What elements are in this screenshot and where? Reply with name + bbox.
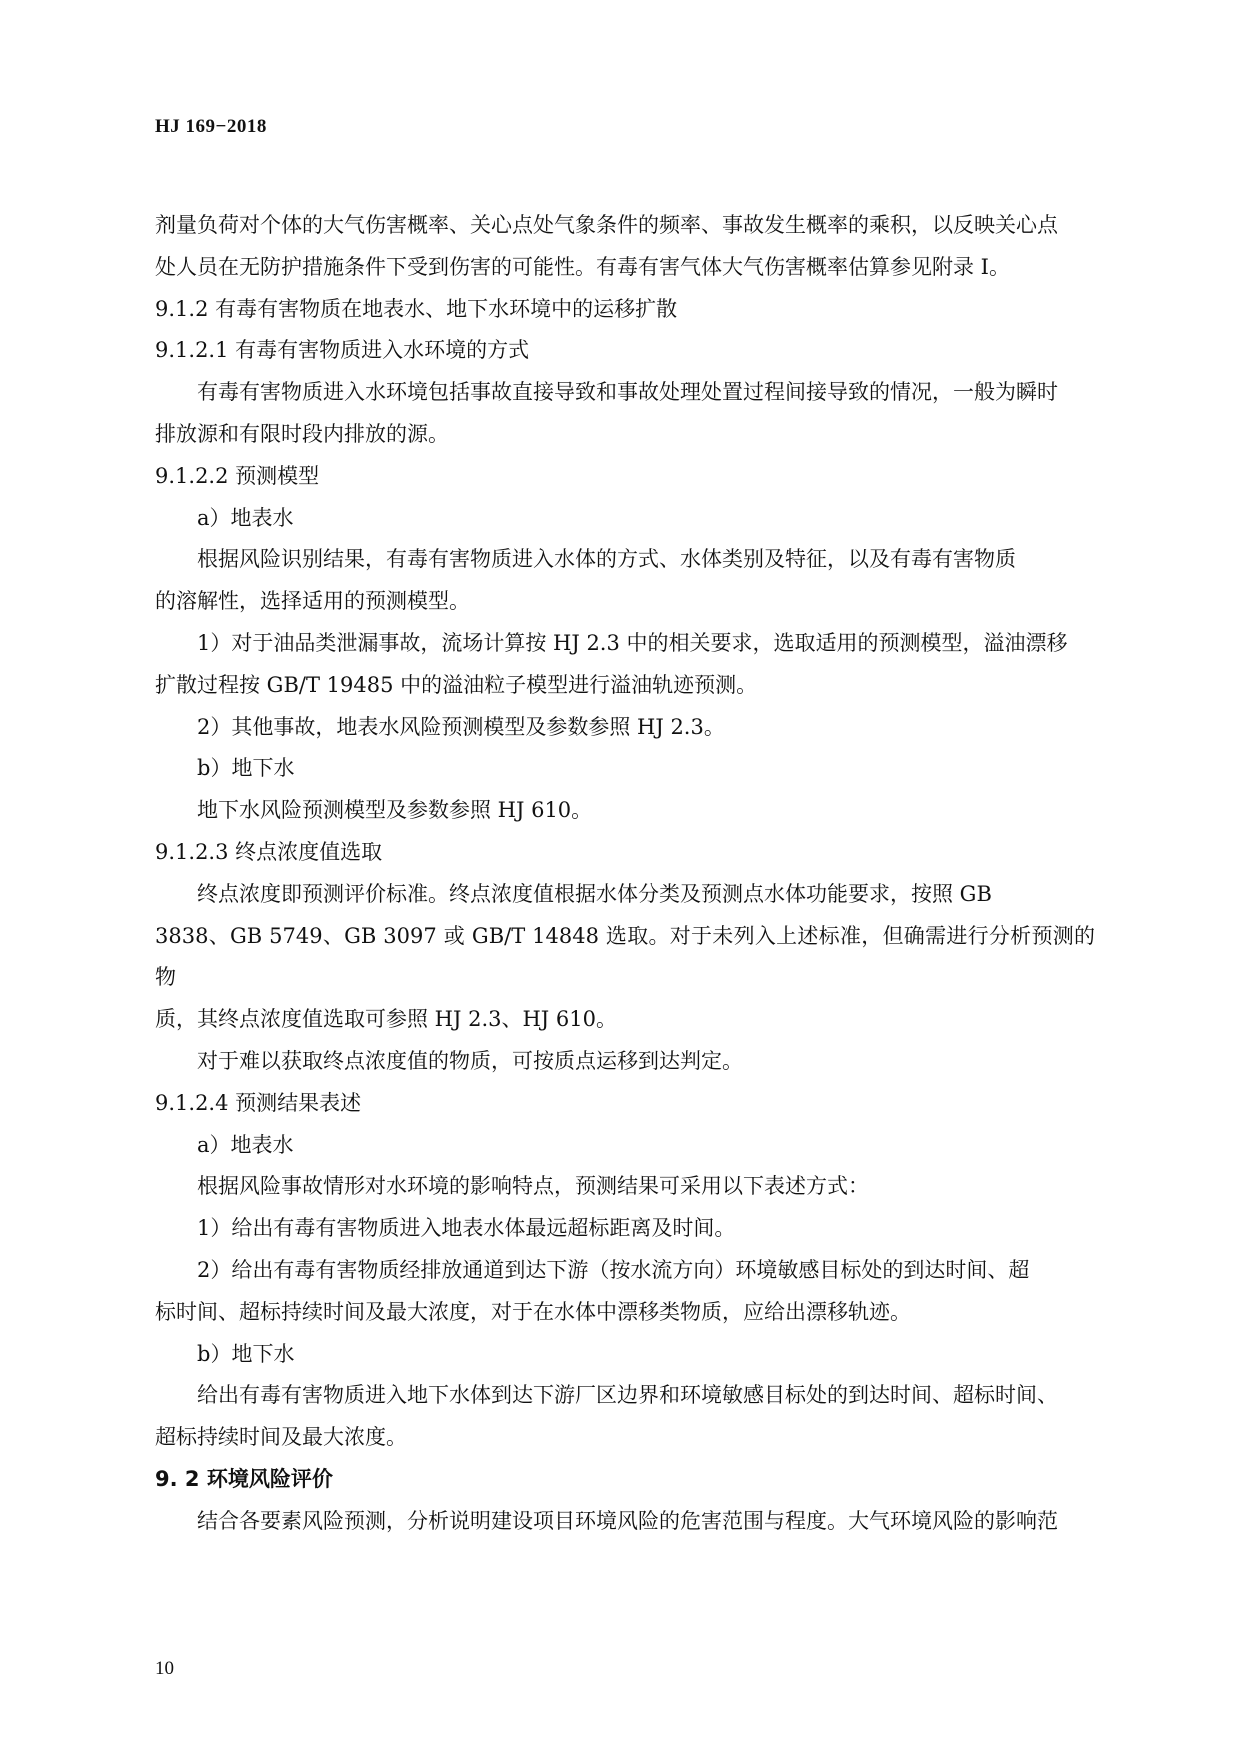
document-code-header: HJ 169−2018 [155, 116, 267, 137]
paragraph-line: 3838、GB 5749、GB 3097 或 GB/T 14848 选取。对于未列入上述标准，但确需进行分析预测的物 [155, 923, 1095, 990]
paragraph-line: 对于难以获取终点浓度值的物质，可按质点运移到达判定。 [197, 1048, 743, 1073]
paragraph-line: 地下水风险预测模型及参数参照 HJ 610。 [197, 798, 593, 823]
paragraph-line: 给出有毒有害物质进入地下水体到达下游厂区边界和环境敏感目标处的到达时间、超标时间、 [197, 1383, 1058, 1408]
list-label: a）地表水 [197, 505, 294, 530]
paragraph-line: 1）给出有毒有害物质进入地表水体最远超标距离及时间。 [197, 1216, 736, 1241]
paragraph-line: 有毒有害物质进入水环境包括事故直接导致和事故处理处置过程间接导致的情况，一般为瞬时 [197, 380, 1058, 405]
list-label: a）地表水 [197, 1132, 294, 1157]
paragraph-line: 结合各要素风险预测，分析说明建设项目环境风险的危害范围与程度。大气环境风险的影响范 [197, 1508, 1058, 1533]
paragraph-line: 2）其他事故，地表水风险预测模型及参数参照 HJ 2.3。 [197, 714, 725, 739]
paragraph-line: 处人员在无防护措施条件下受到伤害的可能性。有毒有害气体大气伤害概率估算参见附录 I。 [155, 254, 1010, 279]
paragraph-line: 超标持续时间及最大浓度。 [155, 1425, 407, 1450]
paragraph-line: 根据风险事故情形对水环境的影响特点，预测结果可采用以下表述方式： [197, 1174, 869, 1199]
paragraph-line: 根据风险识别结果，有毒有害物质进入水体的方式、水体类别及特征，以及有毒有害物质 [197, 547, 1016, 572]
section-heading: 9.1.2.2 预测模型 [155, 463, 320, 488]
section-heading: 9.1.2.1 有毒有害物质进入水环境的方式 [155, 338, 530, 363]
document-body [155, 205, 1095, 1543]
page-number: 10 [155, 1658, 174, 1679]
paragraph-line: 标时间、超标持续时间及最大浓度，对于在水体中漂移类物质，应给出漂移轨迹。 [155, 1299, 911, 1324]
paragraph-line: 的溶解性，选择适用的预测模型。 [155, 589, 470, 614]
paragraph-line: 2）给出有毒有害物质经排放通道到达下游（按水流方向）环境敏感目标处的到达时间、超 [197, 1257, 1030, 1282]
section-heading: 9.1.2.4 预测结果表述 [155, 1090, 362, 1115]
list-label: b）地下水 [197, 756, 295, 781]
paragraph-line: 剂量负荷对个体的大气伤害概率、关心点处气象条件的频率、事故发生概率的乘积，以反映关心点 [155, 213, 1058, 237]
list-label: b）地下水 [197, 1341, 295, 1366]
paragraph-line: 质，其终点浓度值选取可参照 HJ 2.3、HJ 610。 [155, 1007, 617, 1032]
paragraph-line: 扩散过程按 GB/T 19485 中的溢油粒子模型进行溢油轨迹预测。 [155, 672, 758, 697]
section-heading: 9.1.2.3 终点浓度值选取 [155, 839, 383, 864]
section-heading: 9. 2 环境风险评价 [155, 1466, 333, 1491]
section-heading: 9.1.2 有毒有害物质在地表水、地下水环境中的运移扩散 [155, 296, 678, 321]
paragraph-line: 1）对于油品类泄漏事故，流场计算按 HJ 2.3 中的相关要求，选取适用的预测模型，溢油漂移 [197, 630, 1068, 655]
paragraph-line: 终点浓度即预测评价标准。终点浓度值根据水体分类及预测点水体功能要求，按照 GB [197, 881, 992, 906]
paragraph-line: 排放源和有限时段内排放的源。 [155, 421, 449, 446]
